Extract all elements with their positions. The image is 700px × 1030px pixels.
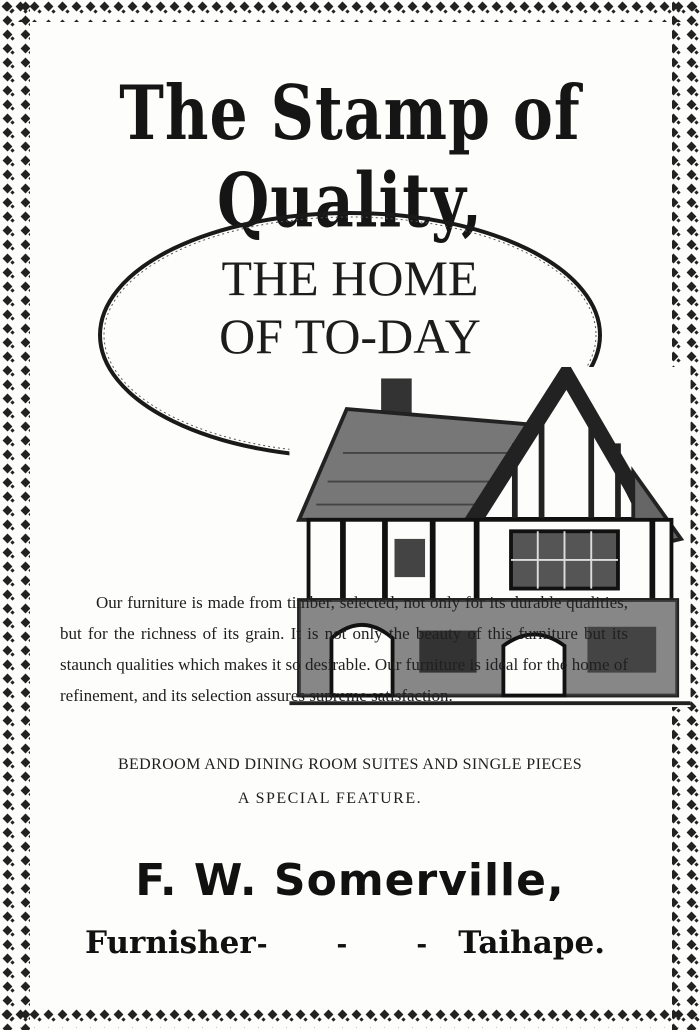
feature-line-1: BEDROOM AND DINING ROOM SUITES AND SINGLE PIECES [117,756,583,773]
trade-line [85,925,605,975]
merchant-name: F. W. Somerville, [135,855,565,906]
oval-title-line-2: OF TO-DAY [219,308,481,364]
trade-dashes: - - - [256,930,458,960]
oval-title-line-1: THE HOME [221,250,479,306]
headline: The Stamp of Quality, [119,70,581,245]
feature-notice [40,748,660,816]
feature-line-2: A SPECIAL FEATURE. [237,790,423,807]
trade-label: Furnisher [85,925,256,961]
oval-frame [95,205,605,545]
town-label: Taihape. [458,925,605,961]
body-copy: Our furniture is made from timber, selected, not only for its durable qualities, but for the richness of its grain. It is not only the beauty of this furniture but its staunch qualities which makes it so desirable. Our furniture is ideal for the home of refinement, and its selection assures supreme satisfaction. [60,593,628,705]
